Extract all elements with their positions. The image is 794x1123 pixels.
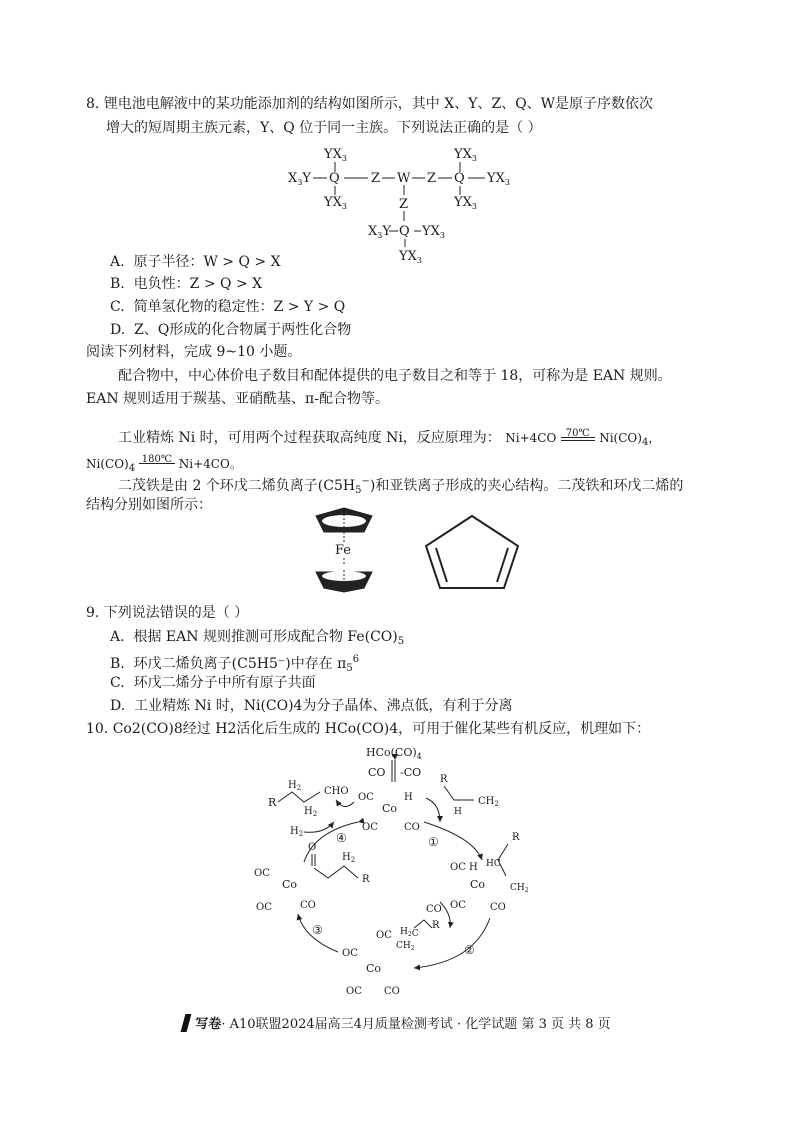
svg-text:③: ③ bbox=[312, 923, 323, 937]
svg-text:H2: $H_2$ bbox=[290, 826, 304, 838]
svg-text:H2: $H_2$ bbox=[288, 780, 302, 792]
q10-stem: 10. Co2(CO)8经过 H2活化后生成的 HCo(CO)4，可用于催化某些有机反应，机理如下： bbox=[86, 721, 651, 737]
svg-text:Z: Z bbox=[371, 171, 381, 186]
svg-text:OC H: OC H bbox=[450, 862, 478, 873]
svg-text:Co: Co bbox=[470, 878, 486, 891]
svg-text:OC: OC bbox=[346, 986, 362, 997]
material-p3a: 二茂铁是由 2 个环戊二烯负离子$(C5H_5^-)$和亚铁离子形成的夹心结构。二茂铁和环戊二烯的 bbox=[118, 476, 684, 496]
svg-text:CO: CO bbox=[404, 822, 420, 833]
svg-text:①: ① bbox=[428, 835, 439, 849]
svg-text:Z: Z bbox=[427, 171, 437, 186]
q10-mechanism-diagram bbox=[254, 742, 544, 1006]
material-p3c: 结构分别如图所示： bbox=[86, 497, 212, 513]
material-intro: 阅读下列材料，完成 9~10 小题。 bbox=[86, 344, 302, 360]
svg-text:Co: Co bbox=[382, 802, 398, 815]
svg-text:O: O bbox=[308, 842, 317, 853]
q8-stem-line1: 8. 锂电池电解液中的某功能添加剂的结构如图所示，其中 X、Y、Z、Q、W是原子序数依次 bbox=[86, 96, 654, 112]
svg-text:H2C: $H_2C$ bbox=[400, 927, 419, 939]
svg-text:OC: OC bbox=[254, 868, 270, 879]
svg-text:YX3: $YX_3$ bbox=[399, 249, 422, 265]
svg-text:CH2: $CH_2$ bbox=[478, 796, 499, 808]
svg-text:YX3: $YX_3$ bbox=[454, 147, 477, 163]
svg-text:YX3: $YX_3$ bbox=[422, 224, 445, 240]
svg-text:YX3: $YX_3$ bbox=[324, 147, 347, 163]
svg-text:OC: OC bbox=[362, 822, 378, 833]
svg-text:H2: $H_2$ bbox=[304, 806, 318, 818]
svg-text:CH2: $CH_2$ bbox=[396, 941, 415, 952]
q8-structure-diagram bbox=[280, 140, 540, 265]
q8-option-d: D. Z、Q形成的化合物属于两性化合物 bbox=[110, 322, 352, 338]
q8-option-b: B. 电负性：Z > Q > X bbox=[110, 276, 263, 292]
q9-option-a: A. 根据 EAN 规则推测可形成配合物 $Fe(CO)_5$ bbox=[110, 629, 405, 647]
q9-option-c: C. 环戊二烯分子中所有原子共面 bbox=[110, 675, 316, 691]
svg-text:Z: Z bbox=[399, 197, 409, 212]
svg-text:R: R bbox=[432, 920, 440, 931]
svg-text:CHO: CHO bbox=[324, 786, 349, 797]
q8-option-c: C. 简单氢化物的稳定性：Z > Y > Q bbox=[110, 299, 346, 315]
q-atom-right: Q bbox=[454, 171, 465, 186]
q8-stem-line2: 增大的短周期主族元素，Y、Q 位于同一主族。下列说法正确的是（ ） bbox=[106, 120, 542, 136]
svg-text:OC: OC bbox=[342, 948, 358, 959]
q9-option-d: D. 工业精炼 Ni 时，Ni(CO)4为分子晶体、沸点低，有利于分离 bbox=[110, 698, 513, 714]
svg-text:OC: OC bbox=[376, 930, 392, 941]
svg-text:OC: OC bbox=[450, 900, 466, 911]
q-atom-left: Q bbox=[329, 171, 340, 186]
w-atom: W bbox=[397, 171, 411, 186]
q-atom-bottom: Q bbox=[399, 224, 410, 239]
q8-option-a: A. 原子半径：W > Q > X bbox=[110, 254, 281, 270]
ferrocene-diagram bbox=[306, 502, 382, 594]
fe-label: Fe bbox=[335, 543, 352, 558]
svg-text:④: ④ bbox=[336, 831, 347, 845]
svg-text:-CO: -CO bbox=[400, 766, 422, 779]
material-p2a: 工业精炼 Ni 时，可用两个过程获取高纯度 Ni，反应原理为： Ni+4CO 70℃ $Ni(CO)_4$， bbox=[118, 428, 661, 448]
svg-text:②: ② bbox=[464, 943, 475, 957]
svg-text:CO: CO bbox=[490, 902, 506, 913]
svg-text:YX3: $YX_3$ bbox=[487, 171, 510, 187]
svg-text:CH2: $CH_2$ bbox=[510, 883, 529, 894]
svg-text:CO: CO bbox=[300, 900, 316, 911]
svg-text:YX3: $YX_3$ bbox=[324, 195, 347, 211]
svg-text:CO: CO bbox=[384, 986, 400, 997]
material-p1a: 配合物中，中心体价电子数目和配体提供的电子数目之和等于 18，可称为是 EAN 规则。 bbox=[118, 368, 672, 384]
svg-text:R: R bbox=[512, 832, 520, 843]
svg-text:R: R bbox=[440, 774, 448, 785]
svg-text:X3Y: $X_3Y$ bbox=[288, 171, 311, 187]
svg-text:OC: OC bbox=[358, 792, 374, 803]
svg-text:YX3: $YX_3$ bbox=[454, 195, 477, 211]
svg-text:R: R bbox=[362, 874, 370, 885]
svg-text:CO: CO bbox=[368, 766, 386, 779]
page-footer: 写卷· A10联盟2024届高三4月质量检测考试 · 化学试题 第 3 页 共 8 页 bbox=[0, 1013, 794, 1032]
svg-text:H: H bbox=[404, 792, 413, 803]
svg-text:Co: Co bbox=[366, 962, 382, 975]
material-eq2: $Ni(CO)_4$ 180℃ Ni+4CO。 bbox=[86, 454, 242, 474]
cyclopentadiene-diagram bbox=[424, 512, 524, 590]
material-p1b: EAN 规则适用于羰基、亚硝酰基、π-配合物等。 bbox=[86, 391, 389, 407]
svg-text:X3Y: $X_3Y$ bbox=[368, 224, 391, 240]
q9-stem: 9. 下列说法错误的是（ ） bbox=[86, 605, 249, 621]
svg-text:H2: $H_2$ bbox=[342, 852, 356, 864]
q9-option-b: B. 环戊二烯负离子(C5H5⁻)中存在 $\pi_5^6$ bbox=[110, 654, 360, 674]
svg-text:CO: CO bbox=[426, 904, 442, 915]
svg-text:R: R bbox=[268, 796, 277, 809]
svg-text:HC: HC bbox=[486, 859, 501, 869]
brand-logo-icon bbox=[181, 1014, 192, 1032]
svg-text:HCo(CO)4: $HCo(CO)_4$ bbox=[366, 746, 422, 761]
svg-text:Co: Co bbox=[282, 878, 298, 891]
svg-text:H: H bbox=[454, 807, 462, 817]
svg-text:OC: OC bbox=[256, 902, 272, 913]
